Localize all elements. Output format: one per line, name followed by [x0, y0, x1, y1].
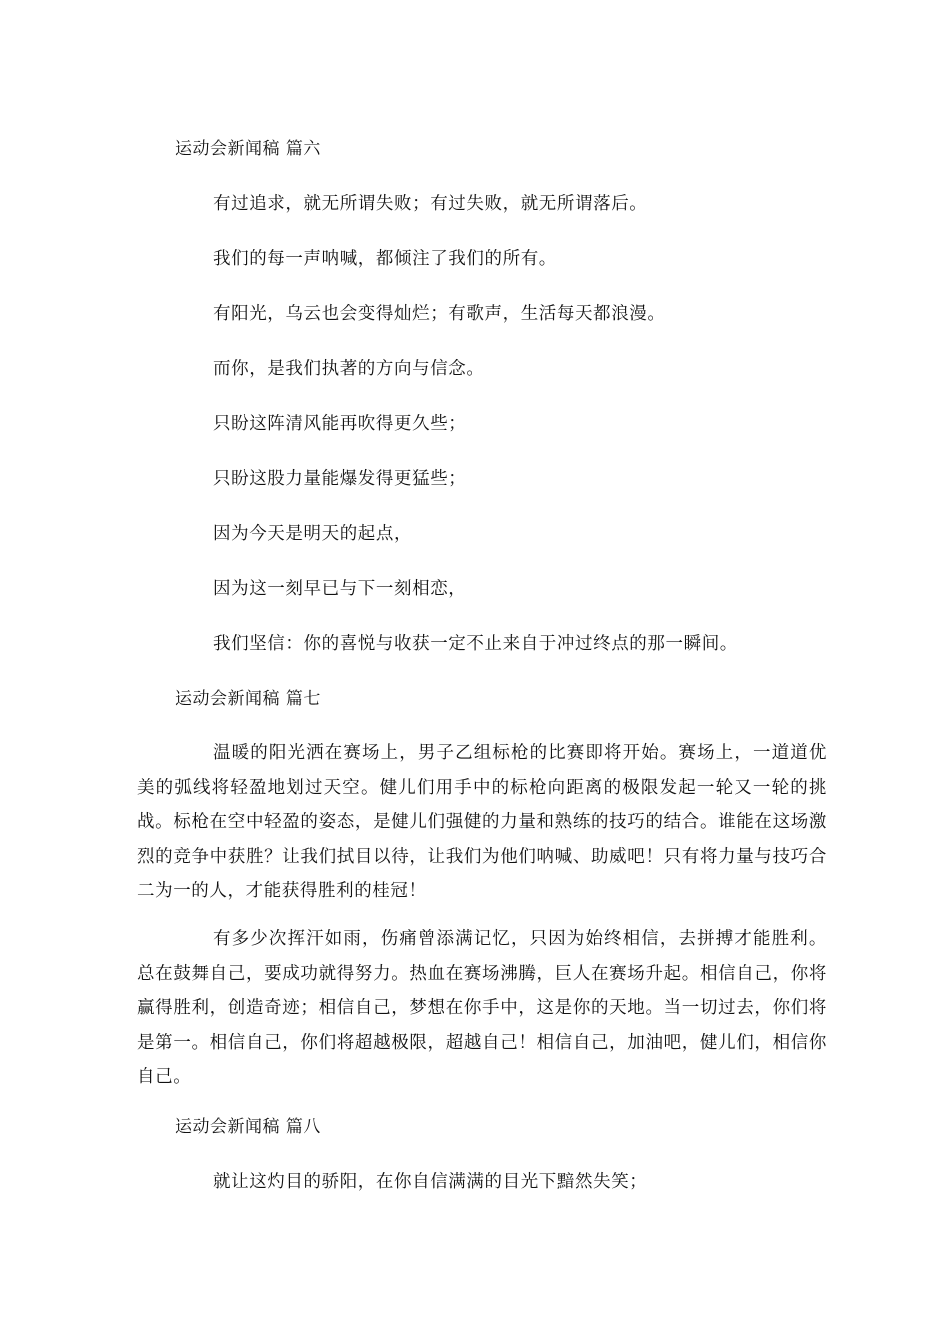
- section-heading-6: 运动会新闻稿 篇六: [175, 139, 321, 159]
- text-line: 我们的每一声呐喊，都倾注了我们的所有。: [213, 249, 557, 269]
- text-line: 有阳光，乌云也会变得灿烂；有歌声，生活每天都浪漫。: [213, 304, 666, 324]
- text-line: 而你，是我们执著的方向与信念。: [213, 359, 485, 379]
- text-line: 只盼这股力量能爆发得更猛些；: [213, 469, 467, 489]
- body-paragraph: 有多少次挥汗如雨，伤痛曾添满记忆，只因为始终相信，去拼搏才能胜利。总在鼓舞自己，要成功就得努力。热血在赛场沸腾，巨人在赛场升起。相信自己，你将赢得胜利，创造奇迹；相信自己，梦想在你手中，这是你的天地。当一切过去，你们将是第一。相信自己，你们将超越极限，超越自己！相信自己，加油吧，健儿们，相信你自己。: [137, 929, 827, 1087]
- body-paragraph: 温暖的阳光洒在赛场上，男子乙组标枪的比赛即将开始。赛场上，一道道优美的弧线将轻盈地划过天空。健儿们用手中的标枪向距离的极限发起一轮又一轮的挑战。标枪在空中轻盈的姿态，是健儿们强健的力量和熟练的技巧的结合。谁能在这场激烈的竞争中获胜？让我们拭目以待，让我们为他们呐喊、助威吧！只有将力量与技巧合二为一的人，才能获得胜利的桂冠！: [137, 743, 827, 901]
- section-heading-7: 运动会新闻稿 篇七: [175, 689, 321, 709]
- text-line: 我们坚信：你的喜悦与收获一定不止来自于冲过终点的那一瞬间。: [213, 634, 738, 654]
- text-line: 有过追求，就无所谓失败；有过失败，就无所谓落后。: [213, 194, 648, 214]
- text-line: 因为今天是明天的起点，: [213, 524, 413, 544]
- text-line: 只盼这阵清风能再吹得更久些；: [213, 414, 467, 434]
- text-line: 就让这灼目的骄阳，在你自信满满的目光下黯然失笑；: [213, 1172, 648, 1192]
- text-line: 因为这一刻早已与下一刻相恋，: [213, 579, 467, 599]
- section-heading-8: 运动会新闻稿 篇八: [175, 1117, 321, 1137]
